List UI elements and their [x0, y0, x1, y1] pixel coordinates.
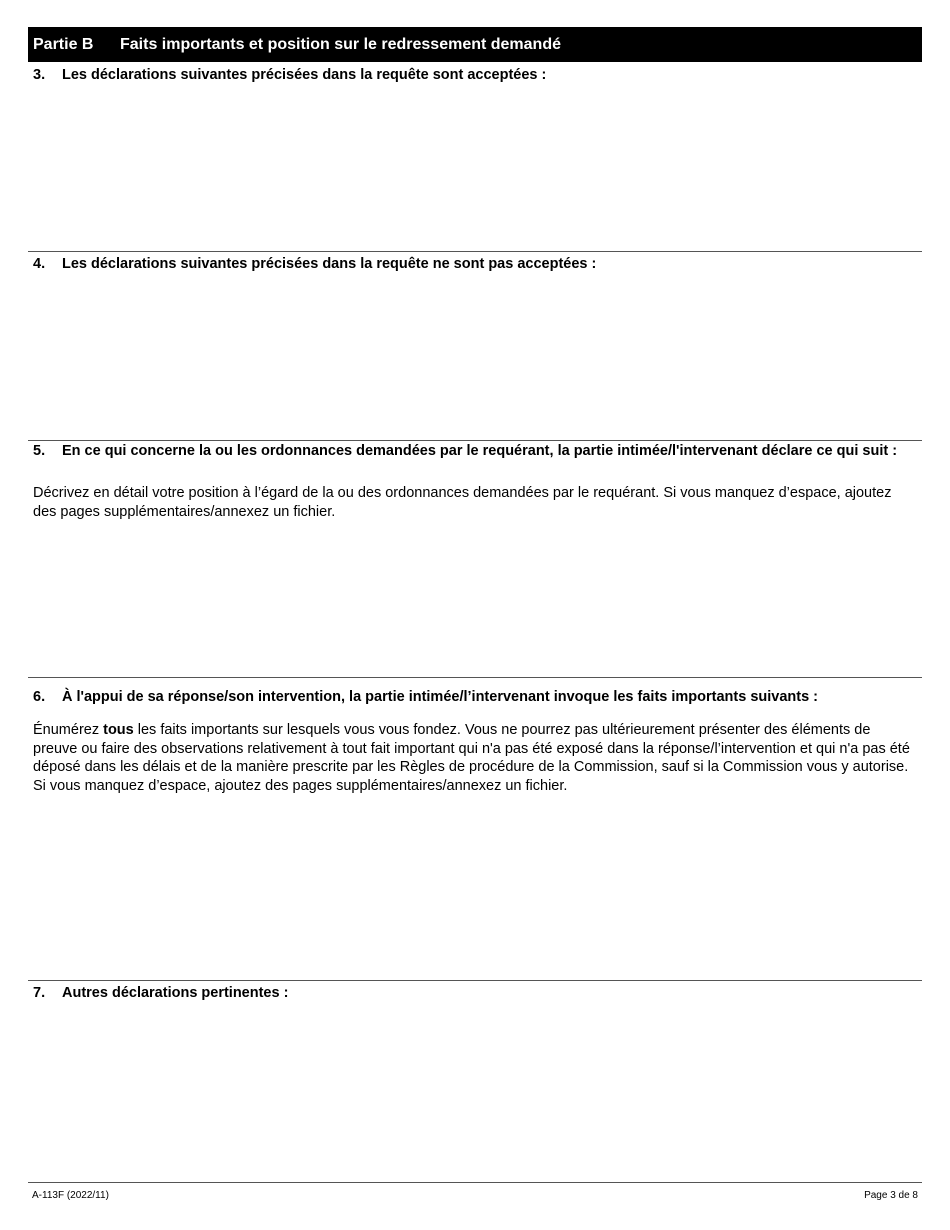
question-7 [33, 984, 923, 1003]
instruction-post: les faits importants sur lesquels vous vous fondez. Vous ne pourrez pas ultérieurement présenter des éléments de preuve ou faire des observations relativement à tout fait important qui n'a pas été exposé dans la réponse/l’intervention et qui n'a pas été déposé dans les délais et de la manière prescrite par les Règles de procédure de la Commission, sauf si la Commission vous y autorise. Si vous manquez d’espace, ajoutez des pages supplémentaires/annexez un fichier. [33, 722, 910, 794]
form-id: A-113F (2022/11) [32, 1190, 109, 1201]
section-divider [28, 980, 922, 981]
question-5-text: En ce qui concerne la ou les ordonnances demandées par le requérant, la partie intimée/l'intervenant déclare ce qui suit : [62, 443, 898, 459]
footer-divider [28, 1182, 922, 1183]
question-4-number: 4. [33, 256, 46, 272]
question-6-instruction [33, 721, 918, 795]
section-divider [28, 440, 922, 441]
question-7-number: 7. [33, 985, 46, 1001]
question-5-number: 5. [33, 443, 46, 459]
question-4-text: Les déclarations suivantes précisées dans la requête ne sont pas acceptées : [62, 256, 597, 272]
question-3-text: Les déclarations suivantes précisées dans la requête sont acceptées : [62, 67, 547, 83]
part-b-header [28, 27, 922, 62]
question-3 [33, 66, 923, 85]
question-6-text: À l'appui de sa réponse/son intervention, la partie intimée/l’intervenant invoque les faits importants suivants : [62, 689, 819, 705]
question-3-number: 3. [33, 67, 46, 83]
question-5 [33, 442, 923, 461]
instruction-emphasis: tous [103, 722, 134, 738]
part-label: Partie B [33, 35, 94, 53]
section-divider [28, 251, 922, 252]
question-6-number: 6. [33, 689, 46, 705]
instruction-pre: Énumérez [33, 722, 104, 738]
page-number: Page 3 de 8 [864, 1190, 918, 1201]
question-4 [33, 255, 923, 274]
question-6 [33, 688, 923, 707]
section-divider [28, 677, 922, 678]
question-7-text: Autres déclarations pertinentes : [62, 985, 289, 1001]
part-title: Faits importants et position sur le redressement demandé [120, 35, 561, 53]
question-5-instruction: Décrivez en détail votre position à l’égard de la ou des ordonnances demandées par le requérant. Si vous manquez d’espace, ajoutez des pages supplémentaires/annexez un fichier. [33, 485, 892, 520]
